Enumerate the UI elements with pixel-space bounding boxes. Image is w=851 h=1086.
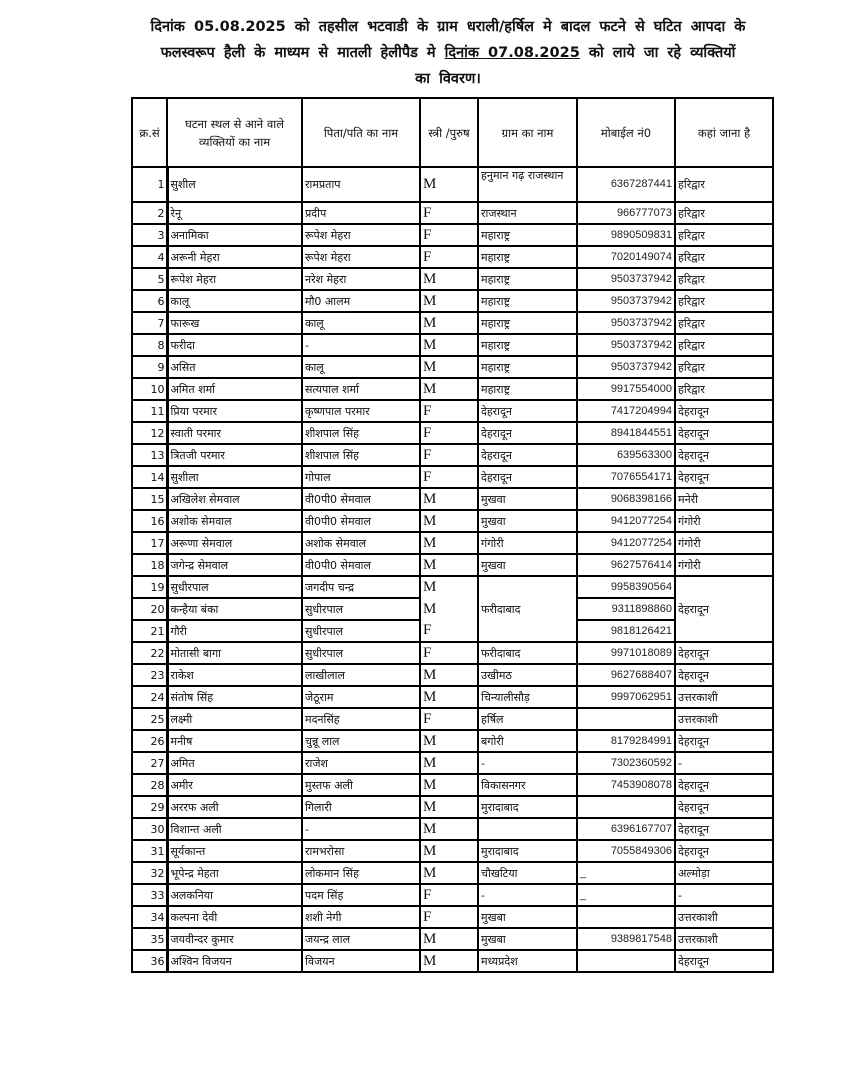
serial-cell: 2 [132,202,167,224]
serial-cell: 10 [132,378,167,400]
mobile-cell: 8179284991 [577,730,675,752]
title-line-2-end: को लाये जा रहे व्यक्तियों [588,45,736,61]
father-cell: प्रदीप [302,202,420,224]
serial-cell: 17 [132,532,167,554]
village-cell: मुखवा [478,510,577,532]
gender-cell: M [420,334,478,356]
serial-cell: 12 [132,422,167,444]
table-row [132,686,773,708]
father-cell: राजेश [302,752,420,774]
table-row [132,202,773,224]
father-cell: जगदीप चन्द्र [302,576,420,598]
gender-cell: M [420,950,478,972]
title-line-3: का विवरण। [415,71,481,87]
mobile-cell: 9958390564 [577,576,675,598]
serial-cell: 4 [132,246,167,268]
name-cell: राकेश [167,664,302,686]
mobile-cell: 9311898860 [577,598,675,620]
name-cell: रेनू [167,202,302,224]
village-cell: महाराष्ट्र [478,224,577,246]
village-cell: राजस्थान [478,202,577,224]
table-row [132,576,773,598]
mobile-cell: 9389817548 [577,928,675,950]
gender-cell: M [420,664,478,686]
table-row [132,774,773,796]
gender-cell: F [420,620,478,642]
mobile-cell: 7453908078 [577,774,675,796]
name-cell: अमित [167,752,302,774]
mobile-cell: 9627576414 [577,554,675,576]
village-cell: महाराष्ट्र [478,246,577,268]
mobile-cell: 9818126421 [577,620,675,642]
destination-cell: हरिद्वार [675,334,773,356]
table-row [132,378,773,400]
destination-cell: देहरादून [675,796,773,818]
serial-cell: 16 [132,510,167,532]
table-row [132,554,773,576]
destination-cell: हरिद्वार [675,167,773,202]
destination-cell: हरिद्वार [675,356,773,378]
father-cell: शशी नेगी [302,906,420,928]
gender-cell: F [420,422,478,444]
header-gender: स्त्री /पुरुष [420,98,478,167]
mobile-cell [577,796,675,818]
name-cell: संतोष सिंह [167,686,302,708]
father-cell: - [302,334,420,356]
destination-cell: - [675,884,773,906]
village-cell: महाराष्ट्र [478,378,577,400]
gender-cell: F [420,444,478,466]
table-row [132,334,773,356]
mobile-cell: 9997062951 [577,686,675,708]
gender-cell: F [420,884,478,906]
village-cell: मुखबा [478,928,577,950]
gender-cell: F [420,642,478,664]
serial-cell: 8 [132,334,167,356]
name-cell: अररफ अली [167,796,302,818]
table-row [132,312,773,334]
table-header-row [132,98,773,167]
name-cell: अरूनी मेहरा [167,246,302,268]
mobile-cell: 7417204994 [577,400,675,422]
name-cell: मनीष [167,730,302,752]
gender-cell: F [420,246,478,268]
name-cell: सूर्यकान्त [167,840,302,862]
destination-cell: हरिद्वार [675,290,773,312]
document-title [118,14,778,92]
table-row [132,444,773,466]
mobile-cell: 9503737942 [577,268,675,290]
title-line-2 [118,40,778,66]
gender-cell: F [420,224,478,246]
village-cell: मुखवा [478,554,577,576]
father-cell: सुधीरपाल [302,598,420,620]
table-row [132,356,773,378]
father-cell: मौ0 आलम [302,290,420,312]
father-cell: सत्यपाल शर्मा [302,378,420,400]
serial-cell: 24 [132,686,167,708]
father-cell: वी0पी0 सेमवाल [302,554,420,576]
name-cell: अखिलेश सेमवाल [167,488,302,510]
mobile-cell: 7055849306 [577,840,675,862]
mobile-cell: 9412077254 [577,510,675,532]
mobile-cell: 9503737942 [577,312,675,334]
father-cell: रामभरोसा [302,840,420,862]
father-cell: लोकमान सिंह [302,862,420,884]
father-cell: अशोक सेमवाल [302,532,420,554]
serial-cell: 7 [132,312,167,334]
father-cell: विजयन [302,950,420,972]
mobile-cell: 6396167707 [577,818,675,840]
mobile-cell: 9503737942 [577,290,675,312]
mobile-cell: 9503737942 [577,356,675,378]
gender-cell: M [420,268,478,290]
header-village: ग्राम का नाम [478,98,577,167]
father-cell: सुधीरपाल [302,642,420,664]
mobile-cell: 7302360592 [577,752,675,774]
header-name: घटना स्थल से आने वाले व्यक्तियों का नाम [167,98,302,167]
village-cell: विकासनगर [478,774,577,796]
serial-cell: 3 [132,224,167,246]
table-row [132,884,773,906]
destination-cell: देहरादून [675,840,773,862]
table-row [132,796,773,818]
name-cell: अश्विन विजयन [167,950,302,972]
serial-cell: 36 [132,950,167,972]
gender-cell: M [420,730,478,752]
father-cell: नरेश मेहरा [302,268,420,290]
father-cell: मुस्तफ अली [302,774,420,796]
name-cell: विशान्त अली [167,818,302,840]
name-cell: अनामिका [167,224,302,246]
serial-cell: 6 [132,290,167,312]
village-cell: मुरादाबाद [478,840,577,862]
name-cell: कन्हैया बंका [167,598,302,620]
father-cell: गिलारी [302,796,420,818]
title-line-1: दिनांक 05.08.2025 को तहसील भटवाडी के ग्राम धराली/हर्षिल मे बादल फटने से घटित आपदा के [150,19,746,35]
village-cell: - [478,884,577,906]
serial-cell: 35 [132,928,167,950]
table-row [132,950,773,972]
name-cell: स्वाती परमार [167,422,302,444]
gender-cell: M [420,818,478,840]
village-cell: बगोरी [478,730,577,752]
table-row [132,488,773,510]
gender-cell: F [420,400,478,422]
mobile-cell: 7076554171 [577,466,675,488]
table-row [132,290,773,312]
serial-cell: 19 [132,576,167,598]
destination-cell: मनेरी [675,488,773,510]
gender-cell: M [420,554,478,576]
table-row [132,466,773,488]
gender-cell: M [420,928,478,950]
table-row [132,840,773,862]
village-cell: मुखवा [478,488,577,510]
mobile-cell: 9971018089 [577,642,675,664]
gender-cell: M [420,774,478,796]
destination-cell: गंगोरी [675,554,773,576]
mobile-cell: 8941844551 [577,422,675,444]
gender-cell: M [420,576,478,598]
gender-cell: M [420,378,478,400]
name-cell: रूपेश मेहरा [167,268,302,290]
gender-cell: M [420,686,478,708]
village-cell: महाराष्ट्र [478,268,577,290]
destination-cell: देहरादून [675,642,773,664]
village-cell: देहरादून [478,466,577,488]
father-cell: कालू [302,356,420,378]
destination-cell: देहरादून [675,400,773,422]
father-cell: - [302,818,420,840]
serial-cell: 29 [132,796,167,818]
destination-cell: देहरादून [675,444,773,466]
serial-cell: 32 [132,862,167,884]
header-destination: कहां जाना है [675,98,773,167]
mobile-cell [577,708,675,730]
header-father: पिता/पति का नाम [302,98,420,167]
destination-cell: देहरादून [675,950,773,972]
serial-cell: 23 [132,664,167,686]
father-cell: शीशपाल सिंह [302,422,420,444]
gender-cell: M [420,510,478,532]
persons-table [131,97,774,973]
name-cell: कालू [167,290,302,312]
serial-cell: 25 [132,708,167,730]
village-cell [478,818,577,840]
gender-cell: M [420,598,478,620]
title-date: दिनांक 07.08.2025 [444,45,580,61]
village-cell: मध्यप्रदेश [478,950,577,972]
mobile-cell: 9917554000 [577,378,675,400]
serial-cell: 30 [132,818,167,840]
table-row [132,752,773,774]
gender-cell: M [420,167,478,202]
table-row [132,246,773,268]
name-cell: सुशीला [167,466,302,488]
mobile-cell: _ [577,862,675,884]
name-cell: अमीर [167,774,302,796]
father-cell: जयन्द्र लाल [302,928,420,950]
mobile-cell: _ [577,884,675,906]
serial-cell: 26 [132,730,167,752]
serial-cell: 1 [132,167,167,202]
serial-cell: 21 [132,620,167,642]
gender-cell: F [420,906,478,928]
destination-cell: देहरादून [675,576,773,642]
father-cell: रूपेश मेहरा [302,224,420,246]
village-cell: महाराष्ट्र [478,334,577,356]
name-cell: लक्ष्मी [167,708,302,730]
serial-cell: 33 [132,884,167,906]
gender-cell: M [420,488,478,510]
serial-cell: 34 [132,906,167,928]
destination-cell: उत्तरकाशी [675,928,773,950]
mobile-cell [577,906,675,928]
destination-cell: हरिद्वार [675,378,773,400]
village-cell: महाराष्ट्र [478,356,577,378]
destination-cell: देहरादून [675,664,773,686]
table-row [132,167,773,202]
destination-cell: उत्तरकाशी [675,708,773,730]
gender-cell: M [420,796,478,818]
destination-cell: हरिद्वार [675,224,773,246]
serial-cell: 31 [132,840,167,862]
father-cell: कृष्णपाल परमार [302,400,420,422]
name-cell: भूपेन्द्र मेहता [167,862,302,884]
name-cell: फरीदा [167,334,302,356]
father-cell: रामप्रताप [302,167,420,202]
table-row [132,928,773,950]
village-cell: मुखबा [478,906,577,928]
destination-cell: हरिद्वार [675,268,773,290]
table-body [132,167,773,972]
name-cell: त्रितजी परमार [167,444,302,466]
table-row [132,400,773,422]
village-cell: देहरादून [478,444,577,466]
mobile-cell: 9412077254 [577,532,675,554]
name-cell: प्रिया परमार [167,400,302,422]
destination-cell: उत्तरकाशी [675,686,773,708]
name-cell: कल्पना देवी [167,906,302,928]
father-cell: सुधीरपाल [302,620,420,642]
name-cell: जगेन्द्र सेमवाल [167,554,302,576]
destination-cell: हरिद्वार [675,312,773,334]
father-cell: वी0पी0 सेमवाल [302,510,420,532]
mobile-cell: 9503737942 [577,334,675,356]
gender-cell: M [420,290,478,312]
gender-cell: F [420,202,478,224]
serial-cell: 28 [132,774,167,796]
destination-cell: गंगोरी [675,510,773,532]
table-row [132,664,773,686]
name-cell: अमित शर्मा [167,378,302,400]
village-cell: महाराष्ट्र [478,312,577,334]
serial-cell: 11 [132,400,167,422]
serial-cell: 14 [132,466,167,488]
mobile-cell: 6367287441 [577,167,675,202]
father-cell: लाखीलाल [302,664,420,686]
table-row [132,422,773,444]
village-cell: फरीदाबाद [478,642,577,664]
mobile-cell: 966777073 [577,202,675,224]
destination-cell: हरिद्वार [675,202,773,224]
gender-cell: M [420,862,478,884]
village-cell: गंगोरी [478,532,577,554]
father-cell: चुन्नू लाल [302,730,420,752]
table-row [132,708,773,730]
table-row [132,224,773,246]
village-cell: उखीमठ [478,664,577,686]
name-cell: सुधीरपाल [167,576,302,598]
destination-cell: गंगोरी [675,532,773,554]
father-cell: मदनसिंह [302,708,420,730]
village-cell: हर्षिल [478,708,577,730]
table-row [132,862,773,884]
village-cell: - [478,752,577,774]
table-row [132,906,773,928]
village-cell: हनुमान गढ़ राजस्थान [478,167,577,202]
name-cell: फारूख [167,312,302,334]
gender-cell: M [420,532,478,554]
title-line-2-start: फलस्वरूप हैली के माध्यम से मातली हेलीपैड मे [160,45,436,61]
village-cell: फरीदाबाद [478,576,577,642]
serial-cell: 20 [132,598,167,620]
table-row [132,818,773,840]
destination-cell: उत्तरकाशी [675,906,773,928]
destination-cell: देहरादून [675,466,773,488]
village-cell: देहरादून [478,422,577,444]
father-cell: रूपेश मेहरा [302,246,420,268]
name-cell: सुशील [167,167,302,202]
mobile-cell [577,950,675,972]
father-cell: वी0पी0 सेमवाल [302,488,420,510]
destination-cell: अल्मोड़ा [675,862,773,884]
mobile-cell: 639563300 [577,444,675,466]
destination-cell: हरिद्वार [675,246,773,268]
serial-cell: 18 [132,554,167,576]
serial-cell: 9 [132,356,167,378]
destination-cell: - [675,752,773,774]
serial-cell: 27 [132,752,167,774]
destination-cell: देहरादून [675,774,773,796]
table-row [132,268,773,290]
gender-cell: M [420,840,478,862]
father-cell: कालू [302,312,420,334]
gender-cell: M [420,356,478,378]
mobile-cell: 7020149074 [577,246,675,268]
table-row [132,510,773,532]
village-cell: मुरादाबाद [478,796,577,818]
header-serial: क्र.सं [132,98,167,167]
father-cell: पदम सिंह [302,884,420,906]
village-cell: महाराष्ट्र [478,290,577,312]
name-cell: अलकनिया [167,884,302,906]
table-row [132,532,773,554]
serial-cell: 5 [132,268,167,290]
table-row [132,730,773,752]
name-cell: मोतासी बागा [167,642,302,664]
gender-cell: M [420,312,478,334]
name-cell: असित [167,356,302,378]
father-cell: जेठूराम [302,686,420,708]
name-cell: जयवीन्दर कुमार [167,928,302,950]
father-cell: गोपाल [302,466,420,488]
father-cell: शीशपाल सिंह [302,444,420,466]
name-cell: अरूणा सेमवाल [167,532,302,554]
mobile-cell: 9627688407 [577,664,675,686]
serial-cell: 15 [132,488,167,510]
serial-cell: 22 [132,642,167,664]
table-row [132,642,773,664]
mobile-cell: 9890509831 [577,224,675,246]
name-cell: गौरी [167,620,302,642]
destination-cell: देहरादून [675,818,773,840]
serial-cell: 13 [132,444,167,466]
village-cell: देहरादून [478,400,577,422]
village-cell: चौखटिया [478,862,577,884]
gender-cell: F [420,466,478,488]
gender-cell: M [420,752,478,774]
mobile-cell: 9068398166 [577,488,675,510]
destination-cell: देहरादून [675,422,773,444]
header-mobile: मोबाईल नं0 [577,98,675,167]
gender-cell: F [420,708,478,730]
village-cell: चिन्यालीसौड़ [478,686,577,708]
name-cell: अशोक सेमवाल [167,510,302,532]
destination-cell: देहरादून [675,730,773,752]
